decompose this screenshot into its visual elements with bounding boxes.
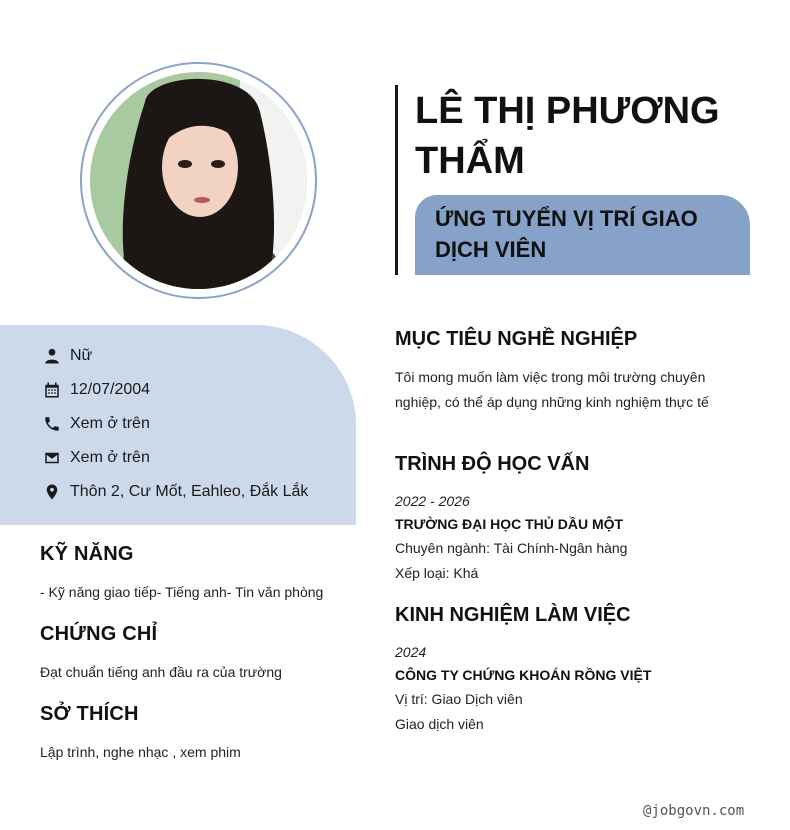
avatar <box>90 72 307 289</box>
skills-title: KỸ NĂNG <box>40 543 134 565</box>
experience-title: KINH NGHIỆM LÀM VIỆC <box>395 604 631 626</box>
phone-text: Xem ở trên <box>70 415 150 432</box>
experience-desc: Giao dịch viên <box>395 716 484 732</box>
certificates-text: Đạt chuẩn tiếng anh đầu ra của trường <box>40 664 282 680</box>
experience-year: 2024 <box>395 644 427 660</box>
experience-company: CÔNG TY CHỨNG KHOÁN RỒNG VIỆT <box>395 667 652 683</box>
gender-text: Nữ <box>70 347 93 364</box>
person-icon <box>42 346 62 366</box>
contact-birthday <box>42 378 150 402</box>
mail-icon <box>42 448 62 468</box>
objective-title: MỤC TIÊU NGHỀ NGHIỆP <box>395 328 638 350</box>
address-text: Thôn 2, Cư Mốt, Eahleo, Đắk Lắk <box>70 483 309 500</box>
experience-role: Vị trí: Giao Dịch viên <box>395 691 523 707</box>
avatar-ring <box>80 62 317 299</box>
contact-gender <box>42 344 92 368</box>
position-banner <box>415 195 750 275</box>
education-title: TRÌNH ĐỘ HỌC VẤN <box>395 453 590 475</box>
objective-line-1: Tôi mong muốn làm việc trong môi trường chuyên <box>395 369 706 385</box>
skills-text: - Kỹ năng giao tiếp- Tiếng anh- Tin văn phòng <box>40 584 324 600</box>
contact-address <box>42 480 308 504</box>
name-divider <box>395 85 398 275</box>
watermark: @jobgovn.com <box>643 803 745 819</box>
email-text: Xem ở trên <box>70 449 150 466</box>
education-rank: Xếp loại: Khá <box>395 565 479 581</box>
position-text: ỨNG TUYỂN VỊ TRÍ GIAO DỊCH VIÊN <box>435 206 698 262</box>
contact-email <box>42 446 150 470</box>
contact-phone <box>42 412 150 436</box>
education-school: TRƯỜNG ĐẠI HỌC THỦ DẦU MỘT <box>395 516 624 532</box>
hobbies-title: SỞ THÍCH <box>40 703 139 725</box>
objective-line-2: nghiệp, có thể áp dụng những kinh nghiệm thực tế <box>395 394 709 410</box>
hobbies-text: Lập trình, nghe nhạc , xem phim <box>40 744 241 760</box>
certificates-title: CHỨNG CHỈ <box>40 623 158 645</box>
location-pin-icon <box>42 482 62 502</box>
candidate-name: LÊ THỊ PHƯƠNG THẨM <box>415 90 720 182</box>
education-major: Chuyên ngành: Tài Chính-Ngân hàng <box>395 540 628 556</box>
education-years: 2022 - 2026 <box>395 493 470 509</box>
phone-icon <box>42 414 62 434</box>
calendar-icon <box>42 380 62 400</box>
birthday-text: 12/07/2004 <box>70 381 151 398</box>
